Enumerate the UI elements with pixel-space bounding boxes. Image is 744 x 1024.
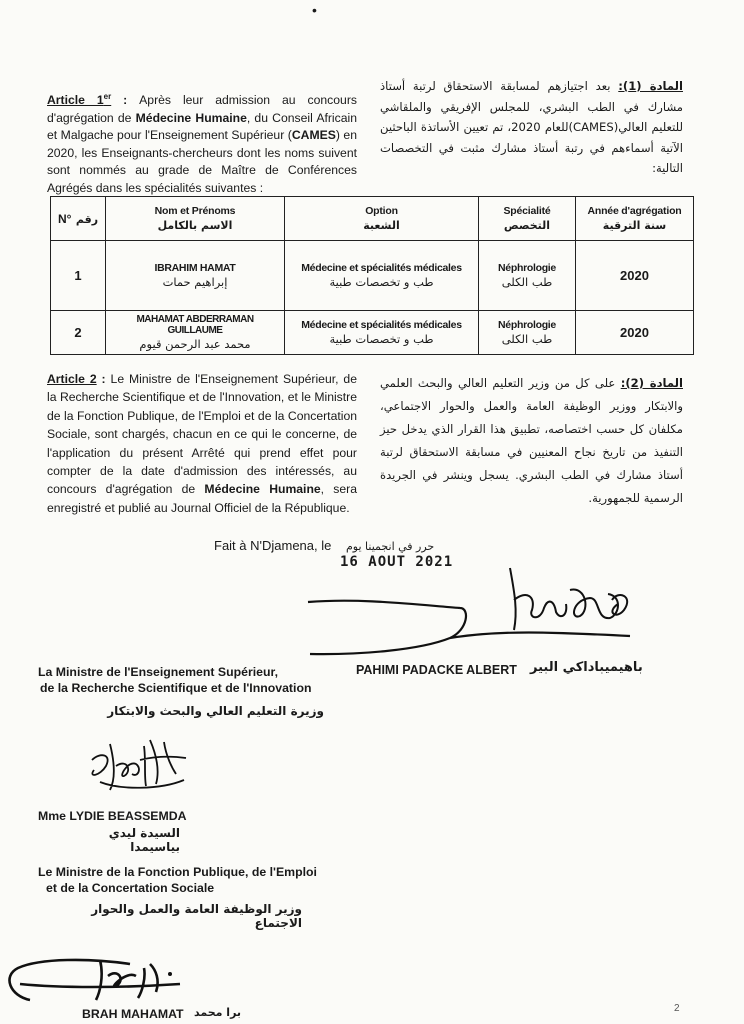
pm-name-fr: PAHIMI PADACKE ALBERT <box>356 663 517 677</box>
minister-higher-ed-name-ar: السيدة ليدي بياسيمدا <box>108 826 180 854</box>
page-number: 2 <box>674 1003 680 1014</box>
table-row <box>51 311 694 355</box>
minister-higher-ed-name: Mme LYDIE BEASSEMDA <box>38 809 187 823</box>
header-year: Année d'agrégation سنة الترقية <box>576 197 694 241</box>
table-row <box>51 241 694 311</box>
top-mark: • <box>312 2 317 18</box>
place-fr: Fait à N'Djamena, le <box>214 538 332 553</box>
article-1-ar: المادة (1): بعد اجتيازهم لمسابقة الاستحقاق لرتبة أستاذ مشارك في الطب البشري، للمجلس الإفريقي والملقاشي للتعليم العالي(CAMES)للعام 2020، تم تعيين الأساتذة الباحثين الآتية أسماءهم في رتبة أستاذ مشارك مثبت في التخصصات التالية: <box>380 79 683 175</box>
article-2-label: Article 2 <box>47 372 97 386</box>
row-year: 2020 <box>576 311 694 355</box>
header-number: N° رقم <box>51 197 106 241</box>
minister-higher-ed-title-ar: وزيرة التعليم العالي والبحث والابتكار <box>107 704 324 718</box>
date-stamp: 16 AOUT 2021 <box>340 554 454 570</box>
article-1-ar-label: المادة (1): <box>618 79 683 93</box>
header-option: Option الشعبة <box>285 197 479 241</box>
row-number: 1 <box>51 241 106 311</box>
article-2-fr: Article 2 : Le Ministre de l'Enseignement Supérieur, de la Recherche Scientifique et de l'Innovation, et le Ministre de la Fonction Publique, de l'Emploi et de la Concertation Sociale, sont chargés, chacun en ce qui le concerne, de l'application du présent Arrêté qui prend effet pour compter de la date d'admission des intéressés, au concours d'agrégation de Médecine Humaine, sera enregistré et publié au Journal Officiel de la République. <box>47 372 357 515</box>
minister-higher-ed-signature <box>80 730 200 802</box>
minister-public-service-name: BRAH MAHAMAT <box>82 1007 184 1021</box>
place-ar: حرر في انجمينا يوم <box>346 540 435 553</box>
minister-public-service-title: Le Ministre de la Fonction Publique, de l'Emploi et de la Concertation Sociale <box>38 865 317 895</box>
row-number: 2 <box>51 311 106 355</box>
table-header-row <box>51 197 694 241</box>
row-option: Médecine et spécialités médicales طب و تخصصات طبية <box>285 241 479 311</box>
row-name: IBRAHIM HAMAT إبراهيم حمات <box>106 241 285 311</box>
minister-public-service-title-ar: وزير الوظيفة العامة والعمل والحوار الاجتماع <box>91 902 302 930</box>
article-1-label: Article 1er <box>47 92 112 108</box>
row-name: MAHAMAT ABDERRAMAN GUILLAUME محمد عبد الرحمن قيوم <box>106 311 285 355</box>
header-specialty: Spécialité التخصص <box>479 197 576 241</box>
article-2-ar: المادة (2): على كل من وزير التعليم العالي والبحث العلمي والابتكار ووزير الوظيفة العامة والعمل والحوار الاجتماعي، مكلفان كل حسب اختصاصه، تطبيق هذا القرار الذي يدخل حيز التنفيذ من تاريخ نجاح المعنيين في مسابقة الاستحقاق لرتبة أستاذ مشارك في الطب البشري. يسجل وينشر في الجريدة الرسمية للجمهورية. <box>380 376 683 505</box>
article-1-fr: Article 1er : Après leur admission au concours d'agrégation de Médecine Humaine, du Conseil Africain et Malgache pour l'Enseignement Supérieur (CAMES) en 2020, les Enseignants-chercheurs dont les noms suivent sont nommés au grade de Maître de Conférences Agrégés dans les spécialités suivantes : <box>47 92 357 196</box>
row-year: 2020 <box>576 241 694 311</box>
header-name: Nom et Prénoms الاسم بالكامل <box>106 197 285 241</box>
pm-name-ar: باهيميباداكي البير <box>530 660 643 675</box>
nomination-table <box>50 196 693 354</box>
row-specialty: Néphrologie طب الكلى <box>479 241 576 311</box>
pm-signature <box>300 560 640 665</box>
minister-higher-ed-title: La Ministre de l'Enseignement Supérieur, de la Recherche Scientifique et de l'Innovation <box>38 665 312 695</box>
minister-public-service-name-ar: برا محمد <box>194 1006 242 1019</box>
row-specialty: Néphrologie طب الكلى <box>479 311 576 355</box>
article-2-ar-label: المادة (2): <box>620 376 683 390</box>
row-option: Médecine et spécialités médicales طب و تخصصات طبية <box>285 311 479 355</box>
